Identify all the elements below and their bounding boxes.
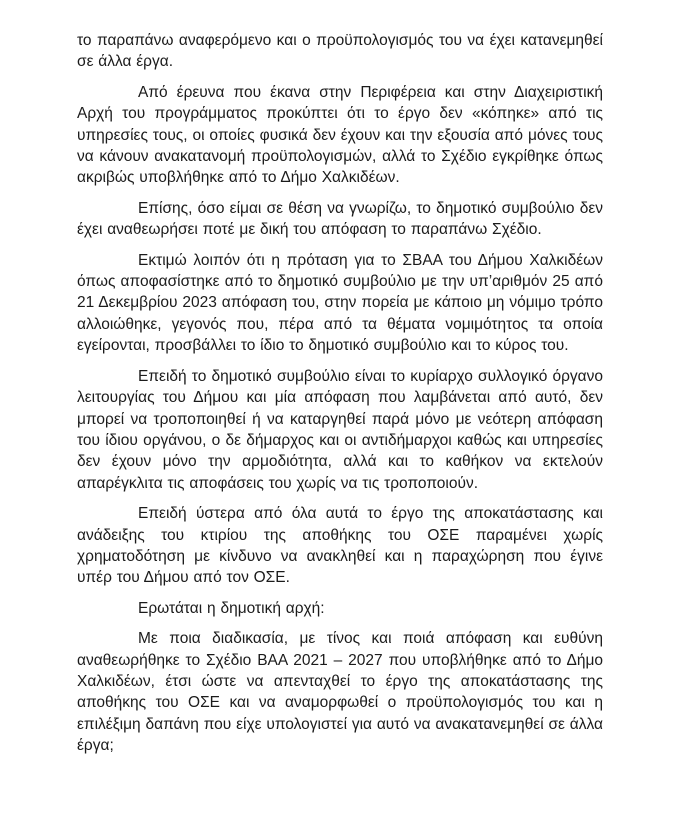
paragraph-question: Με ποια διαδικασία, με τίνος και ποιά απόφαση και ευθύνη αναθεωρήθηκε το Σχέδιο ΒΑΑ 2021 – 2027 που υποβλήθηκε από το Δήμο Χαλκιδέων, έτσι ώστε να απενταχθεί το έργο της αποκατάστασης της αποθήκης του ΟΣΕ και να αναμορφωθεί ο προϋπολογισμός του και η επιλέξιμη δαπάνη που είχε υπολογιστεί για αυτό να ανακατανεμηθεί σε άλλα έργα; [77,630,603,755]
paragraph-question-heading: Ερωτάται η δημοτική αρχή: [138,599,325,617]
paragraph: Επειδή ύστερα από όλα αυτά το έργο της αποκατάστασης και ανάδειξης του κτιρίου της αποθήκης του ΟΣΕ παραμένει χωρίς χρηματοδότηση με κίνδυνο να ανακληθεί και η παραχώρηση που έγινε υπέρ του Δήμου από τον ΟΣΕ. [77,505,603,587]
paragraph-continuation: το παραπάνω αναφερόμενο και ο προϋπολογισμός του να έχει κατανεμηθεί σε άλλα έργα. [77,32,603,71]
paragraph: Από έρευνα που έκανα στην Περιφέρεια και στην Διαχειριστική Αρχή του προγράμματος προκύπτει ότι το έργο δεν «κόπηκε» από τις υπηρεσίες τους, οι οποίες φυσικά δεν έχουν και την εξουσία από μόνες τους να κάνουν ανακατανομή προϋπολογισμών, αλλά το Σχέδιο εγκρίθηκε όπως ακριβώς υποβλήθηκε από το Δήμο Χαλκιδέων. [77,83,603,187]
paragraph: Επίσης, όσο είμαι σε θέση να γνωρίζω, το δημοτικό συμβούλιο δεν έχει αναθεωρήσει ποτέ με δική του απόφαση το παραπάνω Σχέδιο. [77,199,603,239]
paragraph: Επειδή το δημοτικό συμβούλιο είναι το κυρίαρχο συλλογικό όργανο λειτουργίας του Δήμου και μία απόφαση που λαμβάνεται από αυτό, δεν μπορεί να τροποποιηθεί ή να καταργηθεί παρά μόνο με νεότερη απόφαση του ίδιου οργάνου, ο δε δήμαρχος και οι αντιδήμαρχοι καθώς και υπηρεσίες δεν έχουν μόνο την αρμοδιότητα, αλλά και το καθήκον να εκτελούν απαρέγκλιτα τις αποφάσεις του χωρίς να τις τροποποιούν. [77,367,603,492]
paragraph: Εκτιμώ λοιπόν ότι η πρόταση για το ΣΒΑΑ του Δήμου Χαλκιδέων όπως αποφασίστηκε από το δημοτικό συμβούλιο με την υπ’αριθμόν 25 από 21 Δεκεμβρίου 2023 απόφαση του, στην πορεία με κάποιο μη νόμιμο τρόπο αλλοιώθηκε, γεγονός που, πέρα από τα θέματα νομιμότητος τα οποία εγείρονται, προσβάλλει το ίδιο το δημοτικό συμβούλιο και το κύρος του. [77,251,603,355]
